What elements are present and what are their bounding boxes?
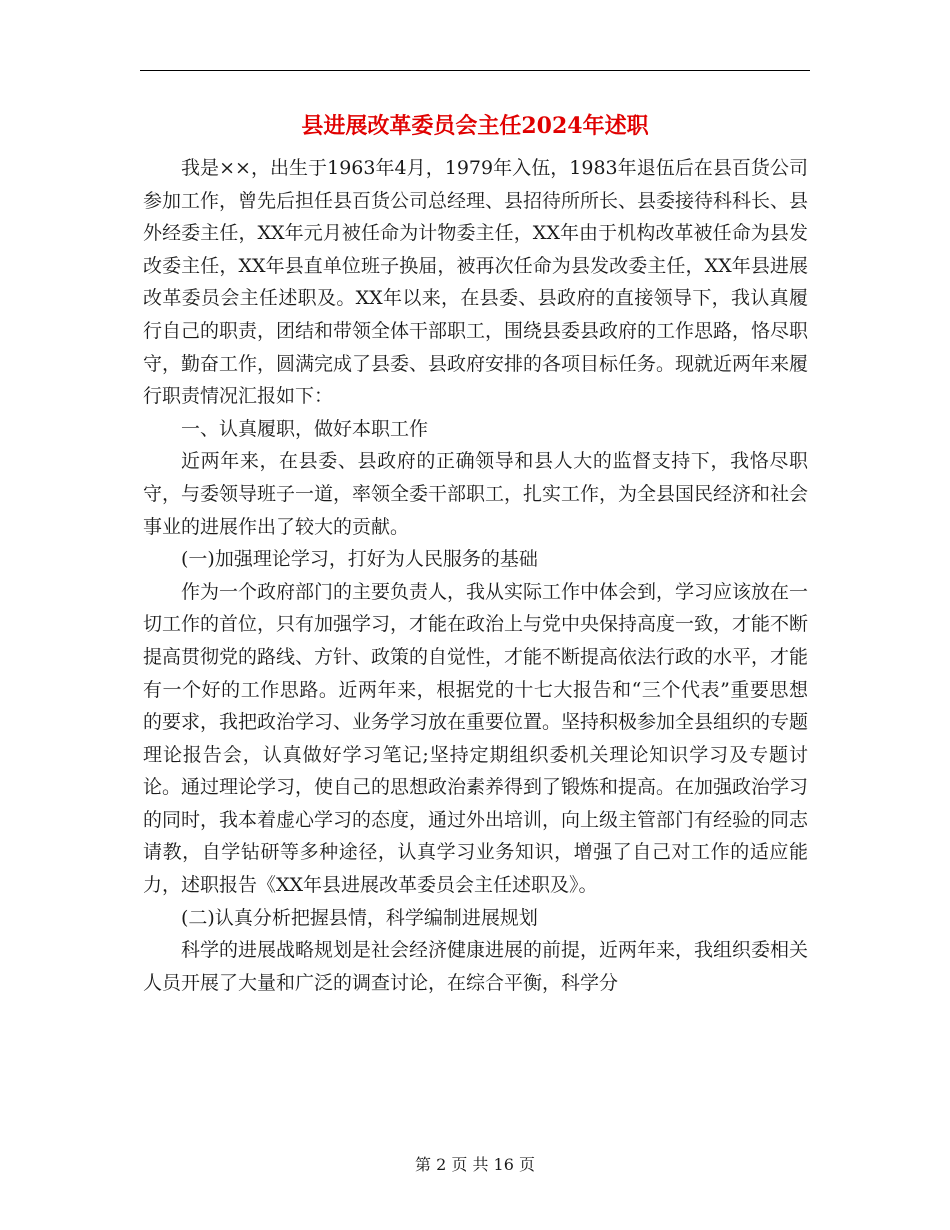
footer-prefix: 第 (414, 1155, 431, 1174)
section-heading-1: 一、认真履职，做好本职工作 (181, 417, 429, 440)
footer-middle: 页 共 (451, 1155, 489, 1174)
footer-page-total: 16 (493, 1155, 514, 1174)
footer-page-number: 2 (436, 1155, 447, 1174)
paragraph-subsection-1: 作为一个政府部门的主要负责人，我从实际工作中体会到，学习应该放在一切工作的首位，只有加强学习，才能在政治上与党中央保持高度一致，才能不断提高贯彻党的路线、方针、政策的自觉性，才能不断提高依法行政的水平，才能有一个好的工作思路。近两年来，根据党的十七大报告和“三个代表”重要思想的要求，我把政治学习、业务学习放在重要位置。坚持积极参加全县组织的专题理论报告会，认真做好学习笔记;坚持定期组织委机关理论知识学习及专题讨论。通过理论学习，使自己的思想政治素养得到了锻炼和提高。在加强政治学习的同时，我本着虚心学习的态度，通过外出培训，向上级主管部门有经验的同志请教，自学钻研等多种途径，认真学习业务知识，增强了自己对工作的适应能力，述职报告《XX年县进展改革委员会主任述职及》。 (143, 580, 809, 897)
page-footer (0, 1154, 950, 1176)
document-title: 县进展改革委员会主任2024年述职 (301, 113, 649, 139)
paragraph-intro: 我是××，出生于1963年4月，1979年入伍，1983年退伍后在县百货公司参加工作，曾先后担任县百货公司总经理、县招待所所长、县委接待科科长、县外经委主任，XX年元月被任命为计物委主任，XX年由于机构改革被任命为县发改委主任，XX年县直单位班子换届，被再次任命为县发改委主任，XX年县进展改革委员会主任述职及。XX年以来，在县委、县政府的直接领导下，我认真履行自己的职责，团结和带领全体干部职工，围绕县委县政府的工作思路，恪尽职守，勤奋工作，圆满完成了县委、县政府安排的各项目标任务。现就近两年来履行职责情况汇报如下： (143, 157, 809, 408)
document-body (143, 152, 808, 999)
paragraph-subsection-2: 科学的进展战略规划是社会经济健康进展的前提，近两年来，我组织委相关人员开展了大量和广泛的调查讨论，在综合平衡，科学分 (143, 939, 809, 994)
footer-suffix: 页 (519, 1155, 536, 1174)
header-rule (140, 70, 810, 71)
subsection-heading-2: (二)认真分析把握县情，科学编制进展规划 (181, 906, 538, 929)
subsection-heading-1: (一)加强理论学习，打好为人民服务的基础 (181, 548, 538, 571)
paragraph-section-1: 近两年来，在县委、县政府的正确领导和县人大的监督支持下，我恪尽职守，与委领导班子一道，率领全委干部职工，扎实工作，为全县国民经济和社会事业的进展作出了较大的贡献。 (143, 450, 809, 538)
